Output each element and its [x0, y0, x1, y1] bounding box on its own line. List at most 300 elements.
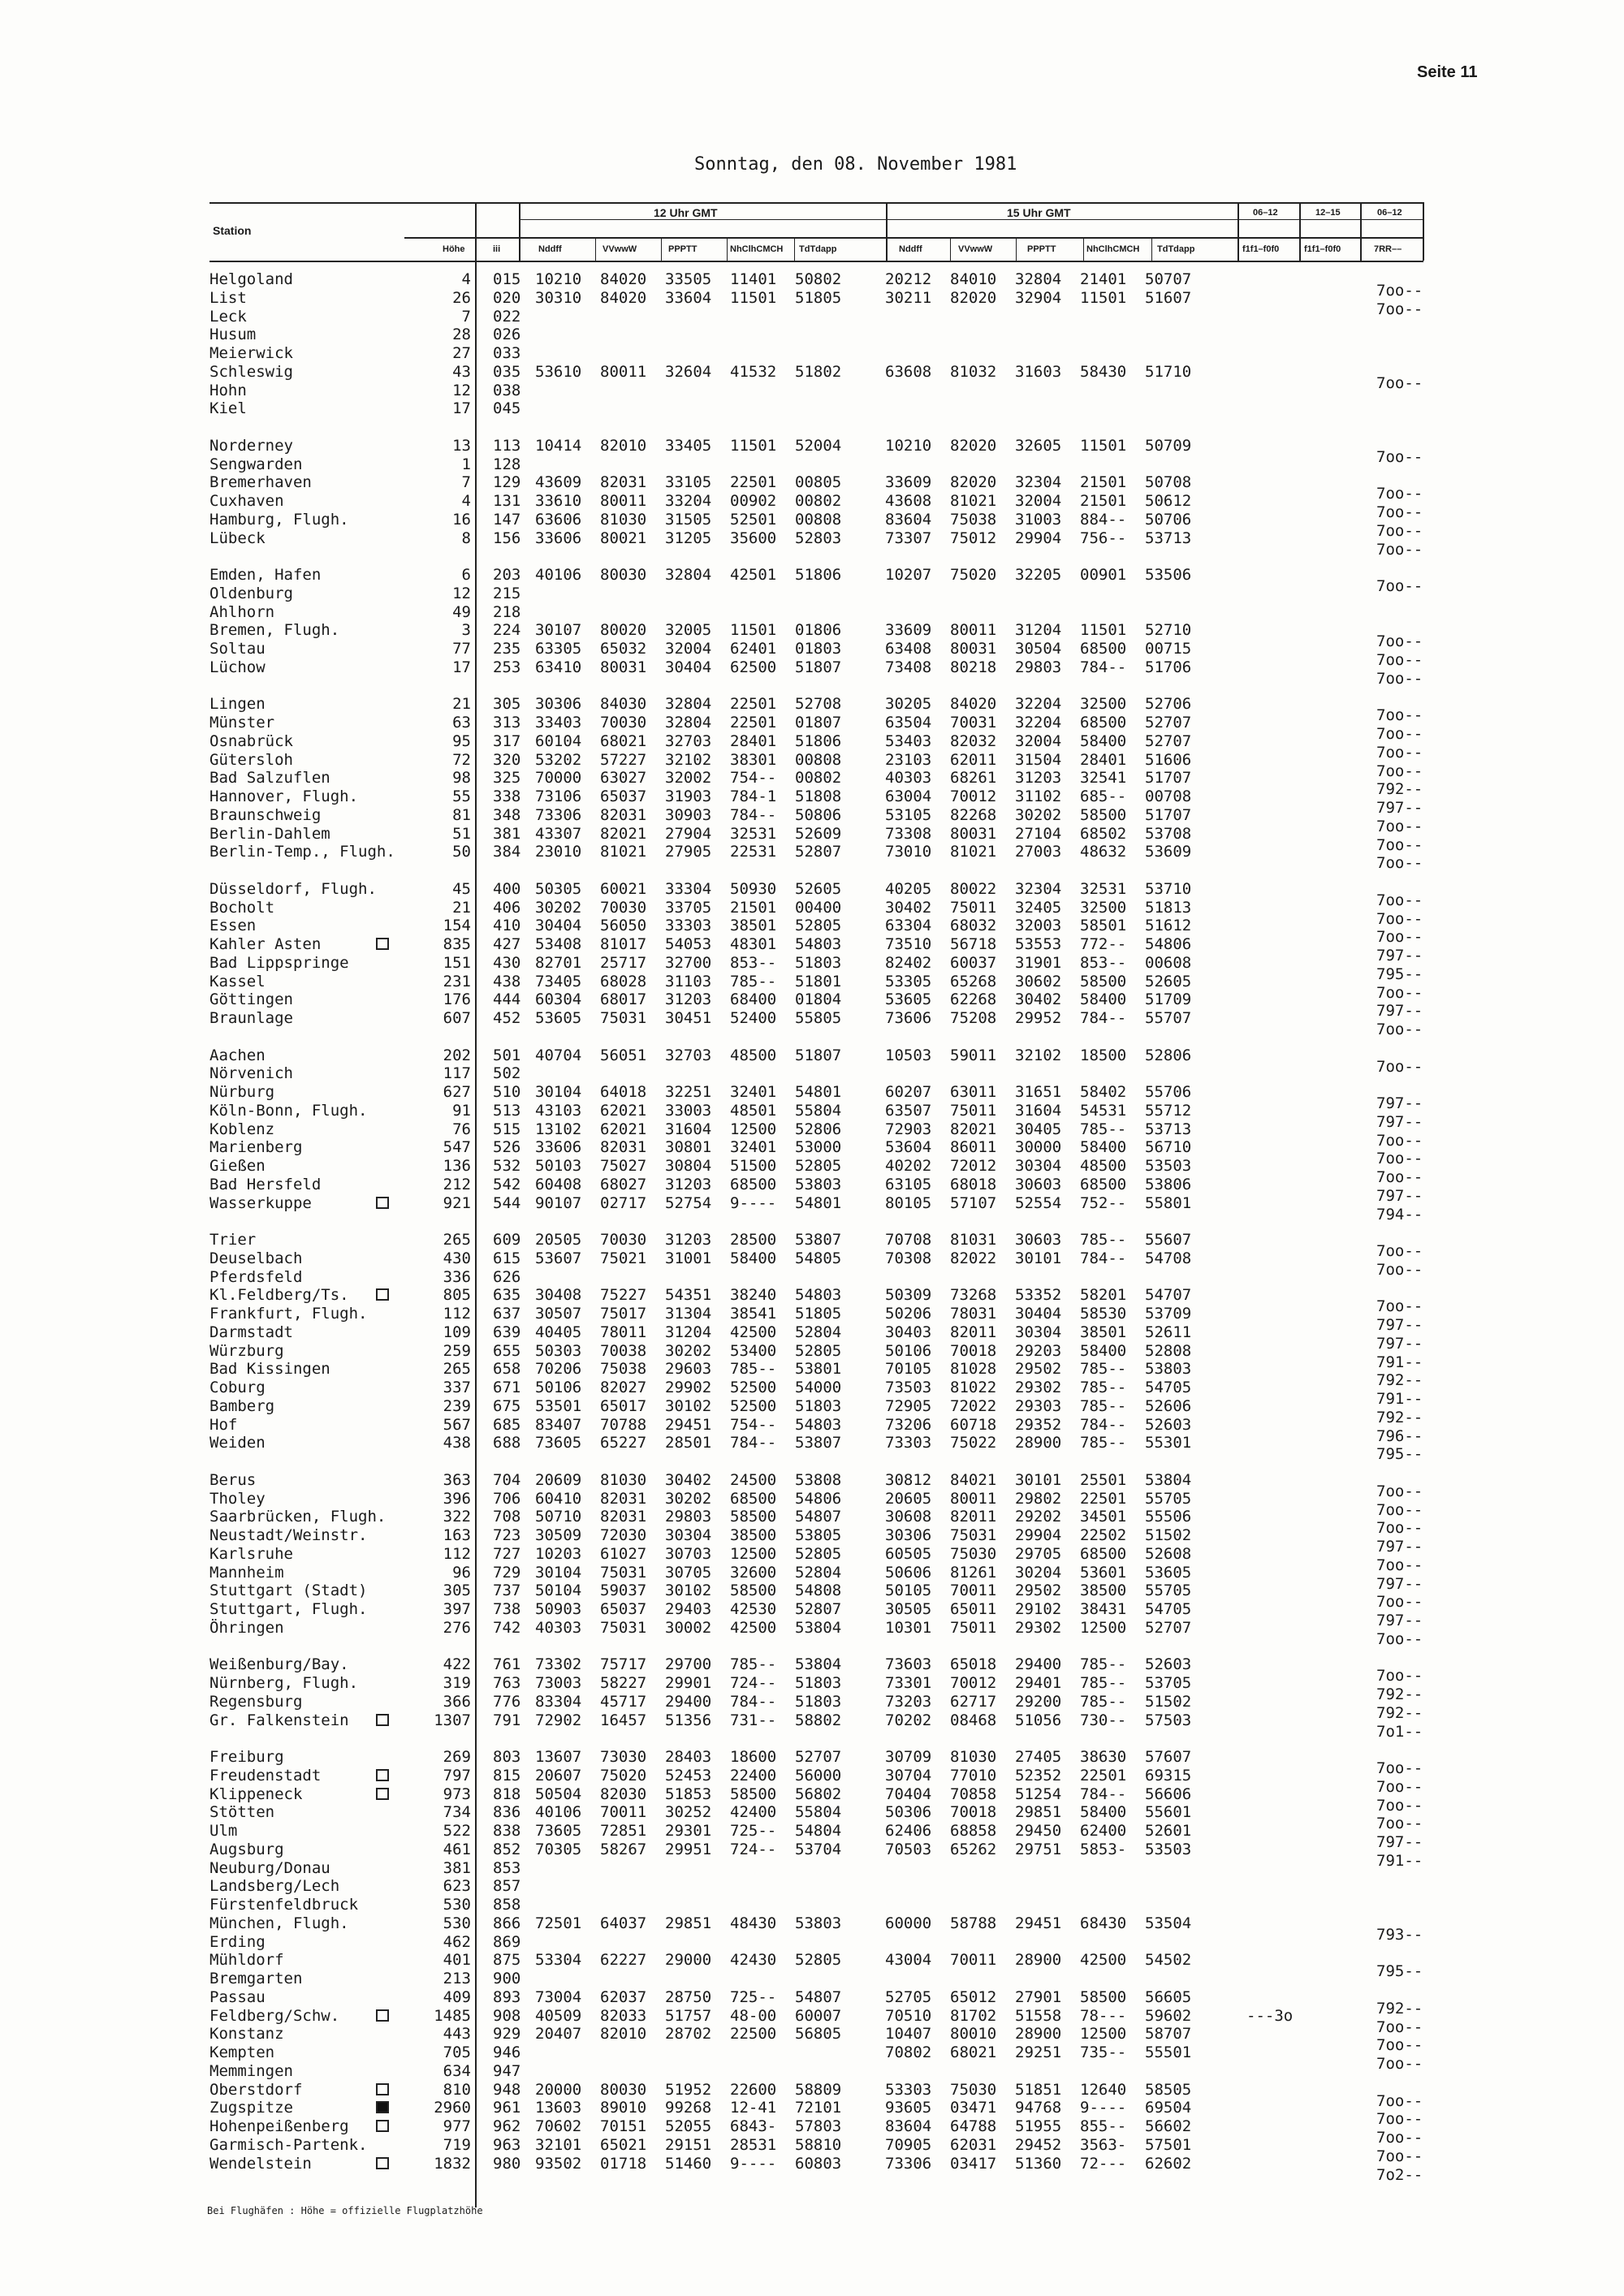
value-15-utc-3: 29401: [1015, 1674, 1062, 1692]
value-15-utc-1: 70708: [885, 1231, 932, 1249]
value-15-utc-3: 31604: [1015, 1101, 1062, 1120]
precip-value: 793--: [1376, 1925, 1423, 1944]
precip-value: 795--: [1376, 1445, 1423, 1464]
value-15-utc-3: 29952: [1015, 1009, 1062, 1027]
value-15-utc-4: 48500: [1080, 1157, 1127, 1175]
station-name: Bad Kissingen: [209, 1360, 330, 1379]
value-15-utc-4: 21501: [1080, 473, 1127, 492]
value-15-utc-1: 93605: [885, 2099, 932, 2117]
value-15-utc-1: 83604: [885, 510, 932, 529]
station-index: 609: [493, 1231, 521, 1249]
value-15-utc-4: 21401: [1080, 270, 1127, 288]
value-15-utc-3: 29302: [1015, 1379, 1062, 1396]
value-15-utc-2: 84010: [950, 270, 997, 288]
value-12-utc-2: 45717: [600, 1692, 647, 1711]
station-name: Norderney: [209, 436, 293, 455]
precip-value: 7oo--: [1376, 503, 1423, 521]
value-15-utc-1: 53305: [885, 972, 932, 990]
precip-value: 7oo--: [1376, 373, 1423, 392]
value-12-utc-4: 68400: [730, 990, 777, 1009]
station-name: Stuttgart (Stadt): [209, 1582, 368, 1600]
value-15-utc-3: 29502: [1015, 1582, 1062, 1600]
value-12-utc-3: 29400: [665, 1692, 712, 1711]
value-15-utc-4: 58400: [1080, 1341, 1127, 1360]
value-12-utc-2: 80030: [600, 2080, 647, 2099]
value-12-utc-1: 40303: [535, 1618, 582, 1637]
mountain-station-square-icon: [376, 1197, 389, 1209]
station-index: 639: [493, 1323, 521, 1341]
value-15-utc-4: 22501: [1080, 1766, 1127, 1785]
value-12-utc-5: 00400: [795, 898, 842, 917]
value-12-utc-5: 60007: [795, 2006, 842, 2025]
station-height: 547: [443, 1138, 471, 1157]
value-12-utc-3: 51460: [665, 2154, 712, 2173]
precip-value: 7oo--: [1376, 1815, 1423, 1833]
value-12-utc-2: 70788: [600, 1415, 647, 1434]
station-index: 763: [493, 1674, 521, 1692]
value-15-utc-5: 56606: [1145, 1785, 1192, 1803]
value-15-utc-2: 77010: [950, 1766, 997, 1785]
station-name: Saarbrücken, Flugh.: [209, 1508, 387, 1526]
value-15-utc-4: 785--: [1080, 1231, 1127, 1249]
value-12-utc-2: 82031: [600, 473, 647, 492]
value-15-utc-1: 70905: [885, 2135, 932, 2154]
station-name: Bocholt: [209, 898, 275, 917]
value-15-utc-3: 30000: [1015, 1138, 1062, 1157]
station-height: 50: [452, 843, 471, 861]
value-12-utc-5: 51805: [795, 1305, 842, 1323]
station-index: 723: [493, 1526, 521, 1544]
station-index: 737: [493, 1582, 521, 1600]
value-12-utc-3: 30102: [665, 1396, 712, 1415]
station-name: Bad Lippspringe: [209, 953, 349, 972]
station-index: 738: [493, 1600, 521, 1618]
value-12-utc-3: 32804: [665, 714, 712, 732]
station-index: 980: [493, 2154, 521, 2173]
station-name: Kiel: [209, 399, 247, 418]
value-12-utc-5: 53804: [795, 1618, 842, 1637]
station-index: 761: [493, 1655, 521, 1674]
value-15-utc-2: 75011: [950, 1101, 997, 1120]
value-12-utc-1: 20000: [535, 2080, 582, 2099]
value-12-utc-3: 52453: [665, 1766, 712, 1785]
value-15-utc-3: 30602: [1015, 972, 1062, 990]
value-15-utc-4: 38501: [1080, 1323, 1127, 1341]
value-15-utc-2: 80031: [950, 824, 997, 843]
value-15-utc-1: 63304: [885, 917, 932, 935]
station-height: 462: [443, 1932, 471, 1951]
value-12-utc-4: 784--: [730, 1692, 777, 1711]
value-12-utc-5: 58802: [795, 1711, 842, 1729]
value-12-utc-1: 13603: [535, 2099, 582, 2117]
value-15-utc-2: 58788: [950, 1914, 997, 1932]
station-name: Neustadt/Weinstr.: [209, 1526, 368, 1544]
value-12-utc-1: 73106: [535, 788, 582, 805]
value-15-utc-2: 68018: [950, 1175, 997, 1193]
value-15-utc-5: 55301: [1145, 1434, 1192, 1452]
value-12-utc-1: 83407: [535, 1415, 582, 1434]
value-12-utc-4: 6843-: [730, 2117, 777, 2135]
value-15-utc-5: 54806: [1145, 935, 1192, 953]
station-height: 163: [443, 1526, 471, 1544]
value-15-utc-4: 58500: [1080, 1987, 1127, 2006]
value-12-utc-1: 30509: [535, 1526, 582, 1544]
value-15-utc-2: 70858: [950, 1785, 997, 1803]
station-name: Freudenstadt: [209, 1766, 322, 1785]
value-12-utc-2: 62037: [600, 1987, 647, 2006]
value-12-utc-4: 22600: [730, 2080, 777, 2099]
station-name: Kassel: [209, 972, 266, 990]
value-12-utc-5: 52707: [795, 1748, 842, 1766]
header-15-col-2: VVwwW: [958, 244, 993, 254]
value-15-utc-1: 70202: [885, 1711, 932, 1729]
station-height: 1832: [434, 2154, 471, 2173]
value-15-utc-1: 33609: [885, 621, 932, 640]
station-index: 875: [493, 1951, 521, 1970]
value-12-utc-2: 62021: [600, 1120, 647, 1138]
value-15-utc-2: 65268: [950, 972, 997, 990]
table-row: [0, 2062, 1624, 2081]
value-12-utc-3: 32004: [665, 640, 712, 658]
station-height: 28: [452, 326, 471, 344]
value-12-utc-3: 32703: [665, 732, 712, 750]
value-12-utc-2: 75031: [600, 1563, 647, 1582]
station-name: Ulm: [209, 1822, 238, 1840]
station-height: 27: [452, 344, 471, 362]
value-12-utc-4: 28531: [730, 2135, 777, 2154]
precip-value: 7oo--: [1376, 725, 1423, 743]
station-height: 461: [443, 1840, 471, 1858]
value-15-utc-2: 81030: [950, 1748, 997, 1766]
station-name: Helgoland: [209, 270, 293, 288]
value-12-utc-4: 21501: [730, 898, 777, 917]
station-name: Bad Salzuflen: [209, 769, 330, 788]
value-12-utc-2: 89010: [600, 2099, 647, 2117]
value-12-utc-3: 30304: [665, 1526, 712, 1544]
station-name: Stötten: [209, 1803, 275, 1822]
value-15-utc-5: 54705: [1145, 1600, 1192, 1618]
precip-value: 792--: [1376, 1685, 1423, 1703]
value-15-utc-5: 52603: [1145, 1655, 1192, 1674]
station-height: 55: [452, 788, 471, 805]
value-15-utc-1: 53604: [885, 1138, 932, 1157]
station-name: Feldberg/Schw.: [209, 2006, 340, 2025]
value-15-utc-5: 00608: [1145, 953, 1192, 972]
value-12-utc-3: 99268: [665, 2099, 712, 2117]
value-15-utc-5: 53709: [1145, 1305, 1192, 1323]
value-15-utc-4: 72---: [1080, 2154, 1127, 2173]
station-height: 265: [443, 1231, 471, 1249]
value-15-utc-2: 75012: [950, 529, 997, 547]
value-12-utc-4: 41532: [730, 362, 777, 381]
value-15-utc-2: 82022: [950, 1249, 997, 1267]
value-15-utc-1: 70510: [885, 2006, 932, 2025]
station-index: 626: [493, 1267, 521, 1286]
station-name: Kempten: [209, 2044, 275, 2061]
value-15-utc-5: 51706: [1145, 658, 1192, 676]
value-15-utc-5: 52611: [1145, 1323, 1192, 1341]
station-height: 43: [452, 362, 471, 381]
value-12-utc-2: 56051: [600, 1046, 647, 1064]
value-12-utc-1: 60408: [535, 1175, 582, 1193]
value-12-utc-5: 52805: [795, 1951, 842, 1970]
station-height: 443: [443, 2025, 471, 2044]
value-15-utc-2: 82021: [950, 1120, 997, 1138]
station-height: 4: [461, 492, 471, 510]
value-15-utc-1: 82402: [885, 953, 932, 972]
group-spacer: [0, 1028, 1624, 1047]
value-12-utc-4: 38301: [730, 750, 777, 769]
station-name: Braunschweig: [209, 805, 322, 824]
precip-value: 7oo--: [1376, 1500, 1423, 1519]
header-station: Station: [213, 224, 252, 237]
value-12-utc-3: 51757: [665, 2006, 712, 2025]
value-12-utc-3: 29901: [665, 1674, 712, 1692]
value-12-utc-1: 33403: [535, 714, 582, 732]
value-15-utc-4: 853--: [1080, 953, 1127, 972]
table-row: [0, 843, 1624, 873]
filled-square-icon: [376, 2101, 389, 2113]
header-15-col-5: TdTdapp: [1157, 244, 1195, 254]
station-height: 12: [452, 381, 471, 399]
station-height: 96: [452, 1563, 471, 1582]
value-15-utc-3: 27405: [1015, 1748, 1062, 1766]
precip-value: 7oo--: [1376, 835, 1423, 854]
value-12-utc-2: 62021: [600, 1101, 647, 1120]
value-15-utc-4: 53601: [1080, 1563, 1127, 1582]
station-index: 410: [493, 917, 521, 935]
station-name: Bremen, Flugh.: [209, 621, 340, 640]
value-12-utc-1: 40405: [535, 1323, 582, 1341]
station-height: 4: [461, 270, 471, 288]
value-12-utc-3: 30404: [665, 658, 712, 676]
value-15-utc-3: 29102: [1015, 1600, 1062, 1618]
station-index: 893: [493, 1987, 521, 2006]
station-index: 438: [493, 972, 521, 990]
precip-value: 7oo--: [1376, 2129, 1423, 2147]
value-12-utc-3: 29902: [665, 1379, 712, 1396]
group-spacer: [0, 1212, 1624, 1231]
value-12-utc-3: 29301: [665, 1822, 712, 1840]
station-index: 128: [493, 455, 521, 473]
value-12-utc-5: 57803: [795, 2117, 842, 2135]
value-12-utc-5: 52609: [795, 824, 842, 843]
value-12-utc-1: 93502: [535, 2154, 582, 2173]
value-15-utc-3: 30304: [1015, 1323, 1062, 1341]
value-12-utc-1: 70602: [535, 2117, 582, 2135]
value-12-utc-5: 52805: [795, 1341, 842, 1360]
value-12-utc-4: 22501: [730, 695, 777, 714]
station-name: Karlsruhe: [209, 1544, 293, 1563]
value-15-utc-2: 59011: [950, 1046, 997, 1064]
value-15-utc-4: 884--: [1080, 510, 1127, 529]
value-12-utc-2: 60021: [600, 879, 647, 898]
table-row: [0, 529, 1624, 559]
value-12-utc-5: 50802: [795, 270, 842, 288]
value-15-utc-5: 51612: [1145, 917, 1192, 935]
table-row: [0, 585, 1624, 603]
value-15-utc-1: 73303: [885, 1434, 932, 1452]
station-height: 213: [443, 1970, 471, 1987]
value-15-utc-1: 72905: [885, 1396, 932, 1415]
value-12-utc-1: 30104: [535, 1563, 582, 1582]
value-15-utc-2: 82011: [950, 1323, 997, 1341]
value-15-utc-3: 29705: [1015, 1544, 1062, 1563]
value-15-utc-3: 31102: [1015, 788, 1062, 805]
value-15-utc-5: 51502: [1145, 1692, 1192, 1711]
station-name: Leck: [209, 307, 247, 326]
value-15-utc-2: 64788: [950, 2117, 997, 2135]
value-12-utc-4: 22531: [730, 843, 777, 861]
station-name: Hohn: [209, 381, 247, 399]
value-15-utc-5: 53804: [1145, 1470, 1192, 1489]
precip-value: 7oo--: [1376, 1796, 1423, 1815]
precip-value: 7oo--: [1376, 521, 1423, 540]
value-15-utc-1: 73307: [885, 529, 932, 547]
value-15-utc-3: 29452: [1015, 2135, 1062, 2154]
value-12-utc-4: 42530: [730, 1600, 777, 1618]
station-height: 49: [452, 602, 471, 621]
value-12-utc-4: 52400: [730, 1009, 777, 1027]
value-12-utc-2: 75020: [600, 1766, 647, 1785]
value-12-utc-3: 30202: [665, 1341, 712, 1360]
precip-value: 797--: [1376, 1316, 1423, 1334]
station-index: 338: [493, 788, 521, 805]
station-name: Koblenz: [209, 1120, 275, 1138]
station-height: 51: [452, 824, 471, 843]
precip-value: 7oo--: [1376, 891, 1423, 909]
value-15-utc-1: 10210: [885, 436, 932, 455]
station-name: Öhringen: [209, 1618, 284, 1637]
value-12-utc-5: 53000: [795, 1138, 842, 1157]
station-index: 776: [493, 1692, 521, 1711]
value-12-utc-2: 63027: [600, 769, 647, 788]
mountain-station-square-icon: [376, 1288, 389, 1301]
value-12-utc-2: 68021: [600, 732, 647, 750]
station-height: 977: [443, 2117, 471, 2135]
value-15-utc-5: 53705: [1145, 1674, 1192, 1692]
value-12-utc-2: 56050: [600, 917, 647, 935]
station-name: Regensburg: [209, 1692, 303, 1711]
value-15-utc-2: 62268: [950, 990, 997, 1009]
value-15-utc-4: 756--: [1080, 529, 1127, 547]
station-height: 6: [461, 566, 471, 584]
value-15-utc-1: 30211: [885, 288, 932, 307]
station-name: Tholey: [209, 1489, 266, 1508]
station-name: Marienberg: [209, 1138, 303, 1157]
value-15-utc-5: 53806: [1145, 1175, 1192, 1193]
table-row: [0, 1711, 1624, 1741]
table-row: [0, 1193, 1624, 1224]
precip-value: 7oo--: [1376, 1260, 1423, 1279]
station-height: 530: [443, 1914, 471, 1932]
value-15-utc-4: 785--: [1080, 1120, 1127, 1138]
value-15-utc-5: 53504: [1145, 1914, 1192, 1932]
station-index: 836: [493, 1803, 521, 1822]
value-12-utc-4: 42430: [730, 1951, 777, 1970]
station-height: 81: [452, 805, 471, 824]
station-height: 212: [443, 1175, 471, 1193]
value-15-utc-5: 58505: [1145, 2080, 1192, 2099]
value-12-utc-1: 53408: [535, 935, 582, 953]
value-12-utc-1: 20505: [535, 1231, 582, 1249]
value-15-utc-3: 94768: [1015, 2099, 1062, 2117]
value-12-utc-2: 72851: [600, 1822, 647, 1840]
value-12-utc-4: 38501: [730, 917, 777, 935]
value-12-utc-5: 01806: [795, 621, 842, 640]
precip-value: 797--: [1376, 1186, 1423, 1205]
value-15-utc-4: 58501: [1080, 917, 1127, 935]
value-15-utc-4: 00901: [1080, 566, 1127, 584]
value-15-utc-2: 80011: [950, 1489, 997, 1508]
value-12-utc-5: 51802: [795, 362, 842, 381]
value-12-utc-3: 28702: [665, 2025, 712, 2044]
station-height: 305: [443, 1582, 471, 1600]
value-12-utc-5: 51803: [795, 1396, 842, 1415]
precip-value: 7oo--: [1376, 1759, 1423, 1777]
value-15-utc-5: 53713: [1145, 1120, 1192, 1138]
value-15-utc-1: 70308: [885, 1249, 932, 1267]
value-12-utc-2: 70151: [600, 2117, 647, 2135]
value-15-utc-5: 52603: [1145, 1415, 1192, 1434]
value-12-utc-5: 52805: [795, 917, 842, 935]
group-spacer: [0, 1638, 1624, 1656]
value-12-utc-2: 75031: [600, 1009, 647, 1027]
value-12-utc-5: 54806: [795, 1489, 842, 1508]
value-15-utc-5: 52707: [1145, 714, 1192, 732]
station-index: 325: [493, 769, 521, 788]
value-12-utc-2: 80031: [600, 658, 647, 676]
value-12-utc-2: 80020: [600, 621, 647, 640]
station-name: Husum: [209, 326, 257, 344]
value-15-utc-1: 63408: [885, 640, 932, 658]
value-15-utc-3: 51558: [1015, 2006, 1062, 2025]
station-height: 21: [452, 898, 471, 917]
header-12-col-1: Nddff: [538, 244, 562, 254]
station-height: 530: [443, 1896, 471, 1914]
value-12-utc-3: 30801: [665, 1138, 712, 1157]
value-15-utc-1: 52705: [885, 1987, 932, 2006]
table-row: [0, 1009, 1624, 1038]
value-15-utc-4: 5853-: [1080, 1840, 1127, 1858]
value-15-utc-3: 30204: [1015, 1563, 1062, 1582]
value-15-utc-5: 53605: [1145, 1563, 1192, 1582]
precip-value: 7oo--: [1376, 2055, 1423, 2073]
value-12-utc-3: 32700: [665, 953, 712, 972]
header-hoehe: Höhe: [443, 244, 465, 254]
value-15-utc-3: 29751: [1015, 1840, 1062, 1858]
value-12-utc-1: 73302: [535, 1655, 582, 1674]
precip-value: 7oo--: [1376, 300, 1423, 318]
value-15-utc-4: 62400: [1080, 1822, 1127, 1840]
value-15-utc-1: 63507: [885, 1101, 932, 1120]
value-15-utc-3: 29904: [1015, 1526, 1062, 1544]
station-name: Soltau: [209, 640, 266, 658]
value-12-utc-1: 50104: [535, 1582, 582, 1600]
value-15-utc-4: 32541: [1080, 769, 1127, 788]
precip-value: 792--: [1376, 780, 1423, 799]
value-12-utc-2: 73030: [600, 1748, 647, 1766]
value-15-utc-2: 86011: [950, 1138, 997, 1157]
value-15-utc-5: 55707: [1145, 1009, 1192, 1027]
station-table: [0, 270, 1624, 2184]
value-15-utc-3: 51056: [1015, 1711, 1062, 1729]
value-12-utc-2: 70038: [600, 1341, 647, 1360]
precip-value: 7oo--: [1376, 1593, 1423, 1612]
station-index: 685: [493, 1415, 521, 1434]
value-15-utc-5: 53506: [1145, 566, 1192, 584]
value-15-utc-2: 68032: [950, 917, 997, 935]
